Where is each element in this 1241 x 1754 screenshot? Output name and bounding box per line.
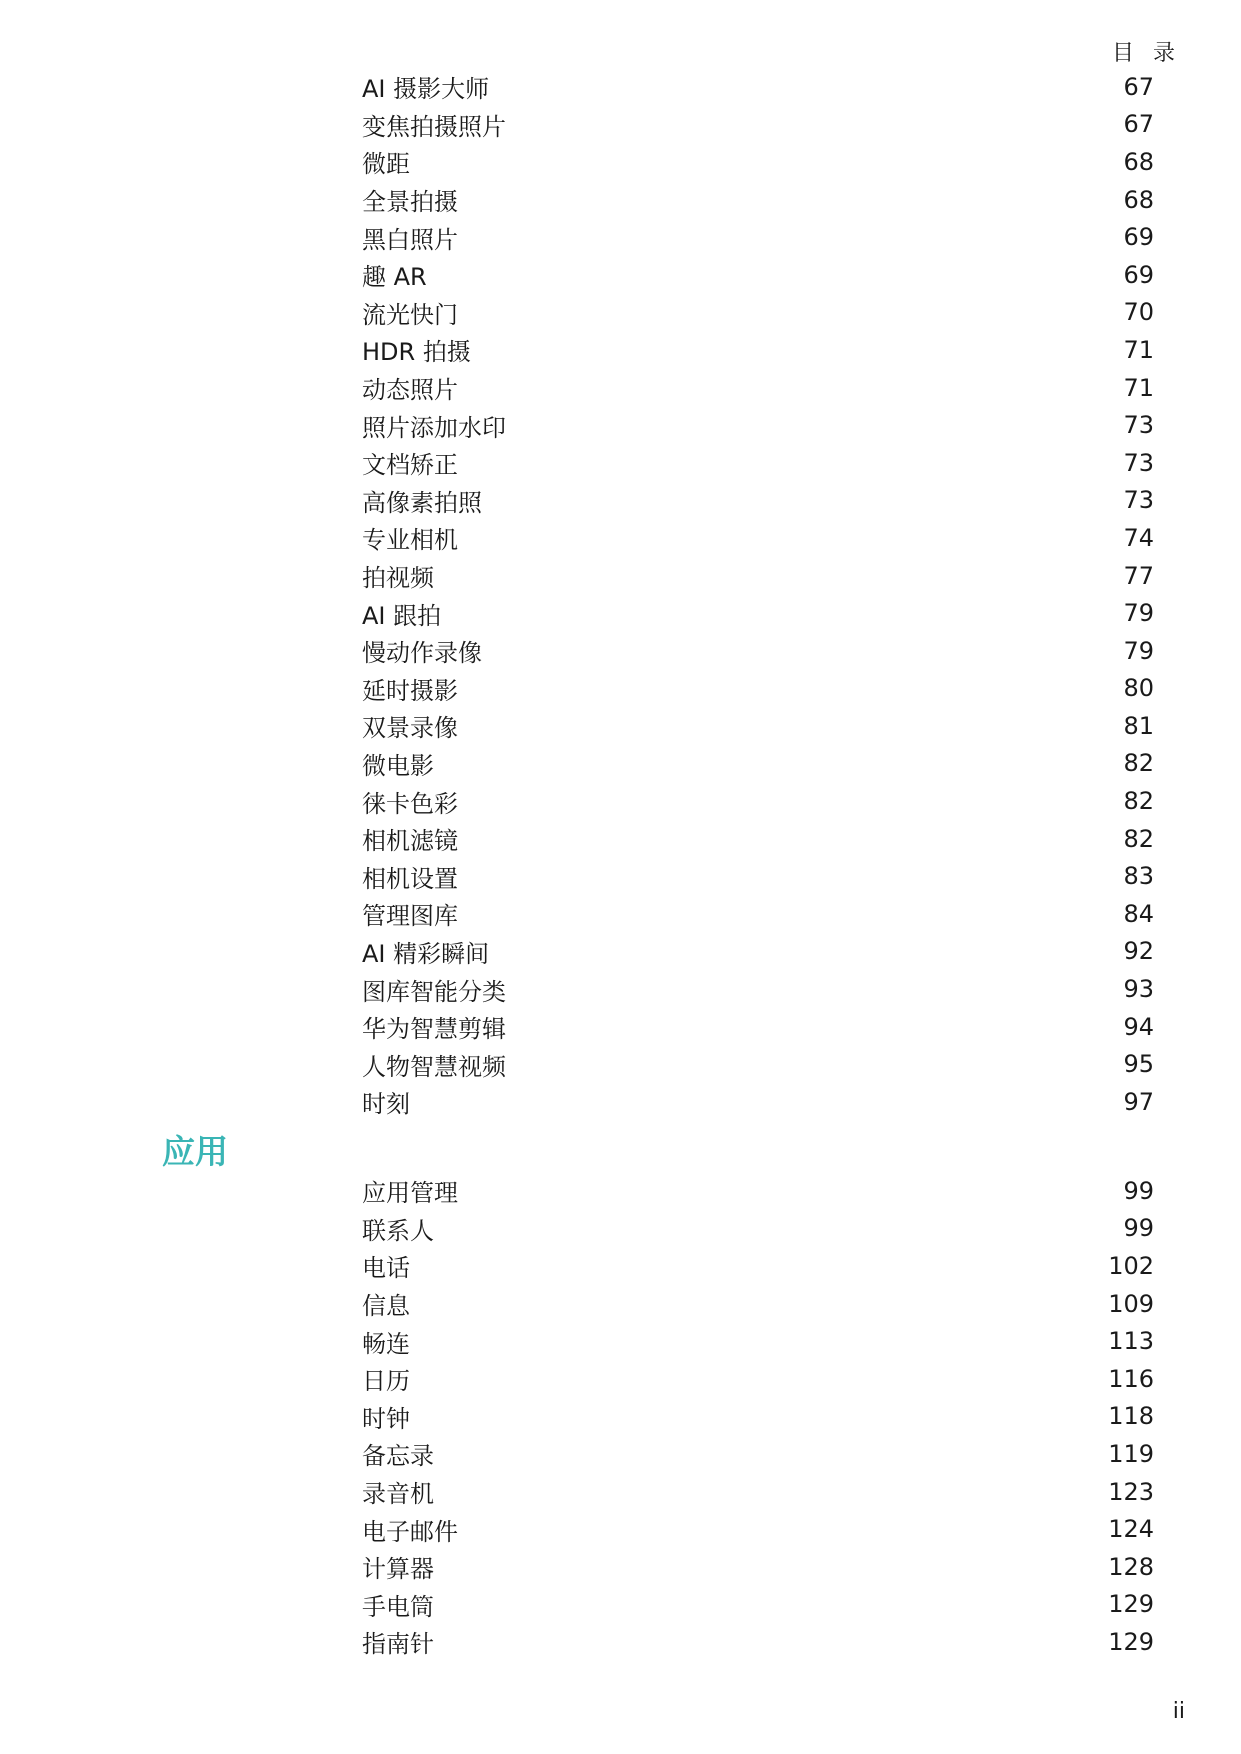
toc-entry[interactable] [362, 1045, 1154, 1083]
toc-entry[interactable] [362, 820, 1154, 858]
toc-entry-title: 专业相机 [362, 526, 458, 555]
toc-entry-page: 73 [1123, 486, 1154, 515]
toc-entry-page: 71 [1123, 373, 1154, 402]
toc-entry-title: 华为智慧剪辑 [362, 1015, 506, 1044]
toc-entry-title: 信息 [362, 1292, 410, 1321]
toc-entry-page: 71 [1123, 335, 1154, 364]
toc-entry[interactable] [362, 1435, 1154, 1473]
toc-entry-page: 102 [1108, 1251, 1154, 1280]
toc-entry-title: 日历 [362, 1367, 410, 1396]
toc-entry-page: 67 [1123, 110, 1154, 139]
toc-entry[interactable] [362, 1586, 1154, 1624]
toc-entry-title: 手电筒 [362, 1592, 434, 1621]
toc-entry-page: 70 [1123, 298, 1154, 327]
toc-entry[interactable] [362, 1398, 1154, 1436]
toc-entry-page: 81 [1123, 711, 1154, 740]
toc-entry-title: AI 精彩瞬间 [362, 939, 490, 968]
toc-entry-title: 微电影 [362, 751, 434, 780]
toc-entry-title: 流光快门 [362, 300, 458, 329]
toc-entry[interactable] [362, 369, 1154, 407]
toc-entry-page: 123 [1108, 1477, 1154, 1506]
toc-entry-page: 99 [1123, 1214, 1154, 1243]
toc-entry-page: 77 [1123, 561, 1154, 590]
toc-entry[interactable] [362, 1210, 1154, 1248]
toc-entry[interactable] [362, 444, 1154, 482]
toc-entry-title: AI 摄影大师 [362, 75, 490, 104]
toc-entry-title: 全景拍摄 [362, 188, 458, 217]
toc-entry-title: 人物智慧视频 [362, 1052, 506, 1081]
toc-entry-title: 慢动作录像 [362, 639, 482, 668]
toc-entry-title: 图库智能分类 [362, 977, 506, 1006]
toc-entry-title: 电话 [362, 1254, 410, 1283]
toc-entry-page: 79 [1123, 599, 1154, 628]
toc-entry-page: 68 [1123, 185, 1154, 214]
toc-entry-title: 管理图库 [362, 902, 458, 931]
toc-entry[interactable] [362, 632, 1154, 670]
toc-entry[interactable] [362, 1360, 1154, 1398]
toc-entry-page: 69 [1123, 260, 1154, 289]
toc-entry-page: 73 [1123, 448, 1154, 477]
toc-entry[interactable] [362, 745, 1154, 783]
toc-entry[interactable] [362, 933, 1154, 971]
toc-entry-page: 118 [1108, 1402, 1154, 1431]
toc-list-apps [362, 1172, 1154, 1661]
toc-entry[interactable] [362, 181, 1154, 219]
toc-entry-title: 徕卡色彩 [362, 789, 458, 818]
toc-entry-page: 97 [1123, 1087, 1154, 1116]
toc-entry-title: 相机设置 [362, 864, 458, 893]
toc-entry[interactable] [362, 1083, 1154, 1121]
toc-entry[interactable] [362, 1172, 1154, 1210]
toc-entry[interactable] [362, 256, 1154, 294]
toc-entry[interactable] [362, 331, 1154, 369]
toc-entry-title: 变焦拍摄照片 [362, 112, 506, 141]
toc-entry-title: AI 跟拍 [362, 601, 442, 630]
toc-entry[interactable] [362, 294, 1154, 332]
toc-entry-page: 113 [1108, 1327, 1154, 1356]
toc-entry-title: 延时摄影 [362, 676, 458, 705]
toc-entry-title: 时刻 [362, 1090, 410, 1119]
toc-list-camera [362, 68, 1154, 1121]
toc-entry-title: 计算器 [362, 1555, 434, 1584]
toc-entry-page: 109 [1108, 1289, 1154, 1318]
toc-entry-title: 备忘录 [362, 1442, 434, 1471]
toc-entry[interactable] [362, 857, 1154, 895]
toc-entry[interactable] [362, 106, 1154, 144]
toc-entry-page: 129 [1108, 1590, 1154, 1619]
toc-entry[interactable] [362, 1008, 1154, 1046]
toc-entry-page: 129 [1108, 1627, 1154, 1656]
toc-entry-title: 文档矫正 [362, 451, 458, 480]
toc-entry-title: 录音机 [362, 1480, 434, 1509]
toc-entry-title: 动态照片 [362, 376, 458, 405]
toc-entry[interactable] [362, 1473, 1154, 1511]
toc-entry-page: 83 [1123, 862, 1154, 891]
toc-entry-title: 应用管理 [362, 1179, 458, 1208]
toc-entry[interactable] [362, 557, 1154, 595]
page-header: 目 录 [1112, 41, 1181, 66]
toc-entry[interactable] [362, 670, 1154, 708]
toc-entry-page: 116 [1108, 1364, 1154, 1393]
toc-entry-page: 95 [1123, 1050, 1154, 1079]
toc-entry-page: 82 [1123, 824, 1154, 853]
toc-entry-page: 67 [1123, 72, 1154, 101]
toc-entry[interactable] [362, 594, 1154, 632]
toc-entry-page: 69 [1123, 223, 1154, 252]
toc-entry-page: 79 [1123, 636, 1154, 665]
toc-entry-title: 照片添加水印 [362, 413, 506, 442]
toc-entry[interactable] [362, 1623, 1154, 1661]
toc-entry[interactable] [362, 68, 1154, 106]
toc-entry-page: 73 [1123, 411, 1154, 440]
toc-entry-title: 电子邮件 [362, 1517, 458, 1546]
toc-entry-title: 畅连 [362, 1329, 410, 1358]
toc-entry-title: HDR 拍摄 [362, 338, 471, 367]
toc-entry-page: 82 [1123, 749, 1154, 778]
toc-entry-page: 74 [1123, 523, 1154, 552]
toc-entry-title: 相机滤镜 [362, 827, 458, 856]
toc-entry-page: 94 [1123, 1012, 1154, 1041]
toc-entry[interactable] [362, 143, 1154, 181]
toc-entry[interactable] [362, 1548, 1154, 1586]
toc-entry-title: 拍视频 [362, 564, 434, 593]
toc-entry[interactable] [362, 406, 1154, 444]
toc-entry[interactable] [362, 970, 1154, 1008]
toc-entry[interactable] [362, 895, 1154, 933]
toc-entry[interactable] [362, 218, 1154, 256]
toc-entry[interactable] [362, 782, 1154, 820]
toc-entry[interactable] [362, 482, 1154, 520]
toc-entry-page: 124 [1108, 1515, 1154, 1544]
toc-entry[interactable] [362, 707, 1154, 745]
section-heading: 应用 [162, 1132, 228, 1171]
toc-entry[interactable] [362, 1322, 1154, 1360]
toc-entry-page: 119 [1108, 1439, 1154, 1468]
toc-entry-page: 68 [1123, 147, 1154, 176]
page-number: ii [1172, 1699, 1185, 1724]
toc-entry-page: 99 [1123, 1176, 1154, 1205]
toc-entry[interactable] [362, 1247, 1154, 1285]
toc-entry-page: 84 [1123, 899, 1154, 928]
toc-entry[interactable] [362, 1285, 1154, 1323]
toc-entry-title: 联系人 [362, 1216, 434, 1245]
toc-entry-page: 82 [1123, 787, 1154, 816]
toc-entry-title: 微距 [362, 150, 410, 179]
toc-entry-page: 80 [1123, 674, 1154, 703]
toc-entry-title: 趣 AR [362, 263, 427, 292]
toc-entry-page: 92 [1123, 937, 1154, 966]
toc-entry-page: 93 [1123, 975, 1154, 1004]
toc-entry[interactable] [362, 519, 1154, 557]
toc-entry-page: 128 [1108, 1552, 1154, 1581]
toc-entry-title: 指南针 [362, 1630, 434, 1659]
toc-entry-title: 高像素拍照 [362, 488, 482, 517]
toc-entry-title: 时钟 [362, 1404, 410, 1433]
toc-entry[interactable] [362, 1510, 1154, 1548]
toc-entry-title: 黑白照片 [362, 225, 458, 254]
toc-entry-title: 双景录像 [362, 714, 458, 743]
